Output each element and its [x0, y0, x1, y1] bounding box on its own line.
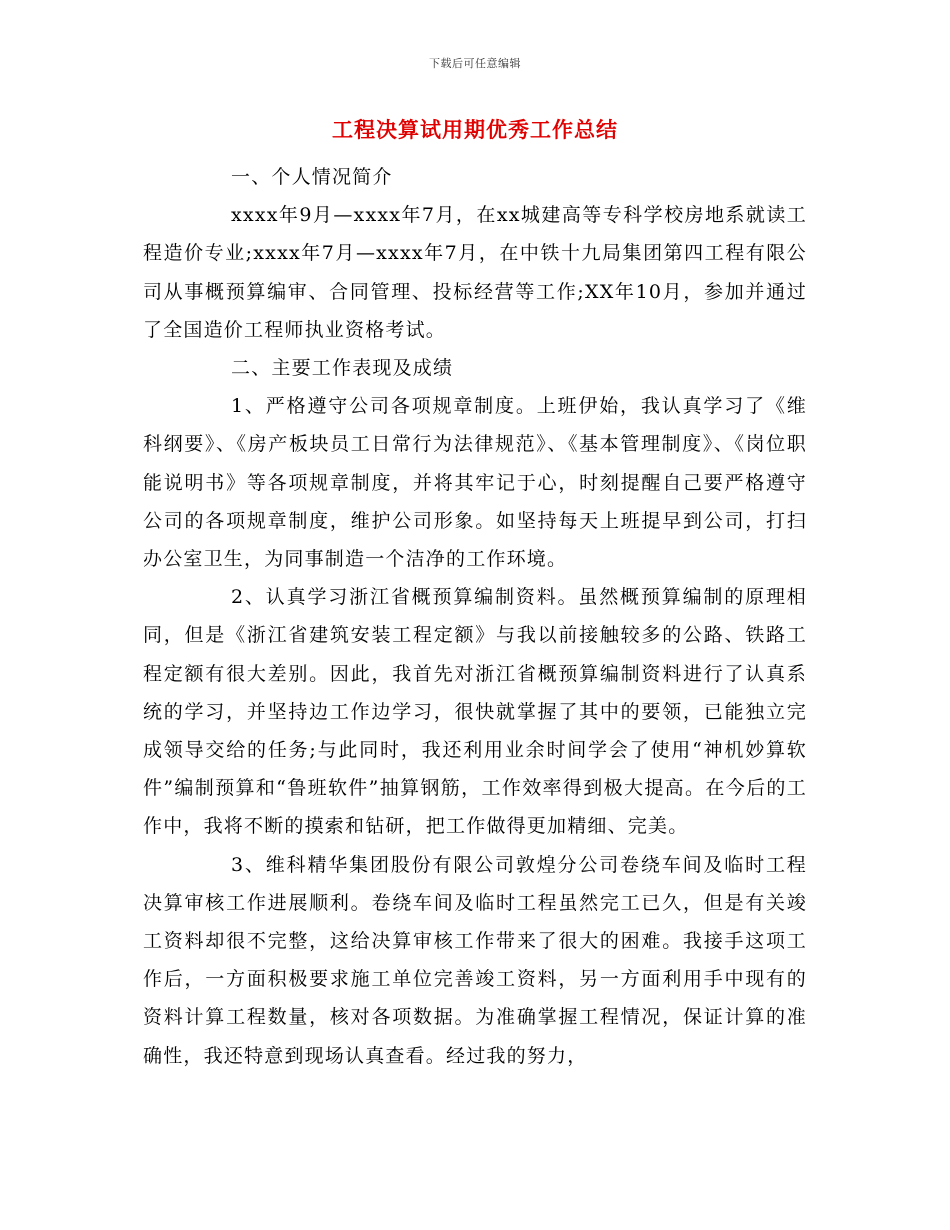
paragraph-personal-info: xxxx年9月—xxxx年7月，在xx城建高等专科学校房地系就读工程造价专业;xxxx年7月—xxxx年7月，在中铁十九局集团第四工程有限公司从事概预算编审、合同管理、投标经营等工作;XX年10月，参加并通过了全国造价工程师执业资格考试。 [143, 204, 807, 341]
section-heading-1: 一、个人情况简介 [231, 166, 393, 188]
document-title: 工程决算试用期优秀工作总结 [332, 117, 618, 142]
paragraph-item-1: 1、严格遵守公司各项规章制度。上班伊始，我认真学习了《维科纲要》、《房产板块员工日常行为法律规范》、《基本管理制度》、《岗位职能说明书》等各项规章制度，并将其牢记于心，时刻提醒自己要严格遵守公司的各项规章制度，维护公司形象。如坚持每天上班提早到公司，打扫办公室卫生，为同事制造一个洁净的工作环境。 [143, 395, 807, 571]
section-heading-2: 二、主要工作表现及成绩 [231, 357, 454, 380]
paragraph-item-3: 3、维科精华集团股份有限公司敦煌分公司卷绕车间及临时工程决算审核工作进展顺利。卷绕车间及临时工程虽然完工已久，但是有关竣工资料却很不完整，这给决算审核工作带来了很大的困难。我接手这项工作后，一方面积极要求施工单位完善竣工资料，另一方面利用手中现有的资料计算工程数量，核对各项数据。为准确掌握工程情况，保证计算的准确性，我还特意到现场认真查看。经过我的努力， [143, 853, 807, 1067]
header-note: 下载后可任意编辑 [429, 57, 521, 70]
document-body [143, 158, 807, 1075]
paragraph-item-2: 2、认真学习浙江省概预算编制资料。虽然概预算编制的原理相同，但是《浙江省建筑安装工程定额》与我以前接触较多的公路、铁路工程定额有很大差别。因此，我首先对浙江省概预算编制资料进行了认真系统的学习，并坚持边工作边学习，很快就掌握了其中的要领，已能独立完成领导交给的任务;与此同时，我还利用业余时间学会了使用“神机妙算软件”编制预算和“鲁班软件”抽算钢筋，工作效率得到极大提高。在今后的工作中，我将不断的摸索和钻研，把工作做得更加精细、完美。 [143, 586, 807, 838]
